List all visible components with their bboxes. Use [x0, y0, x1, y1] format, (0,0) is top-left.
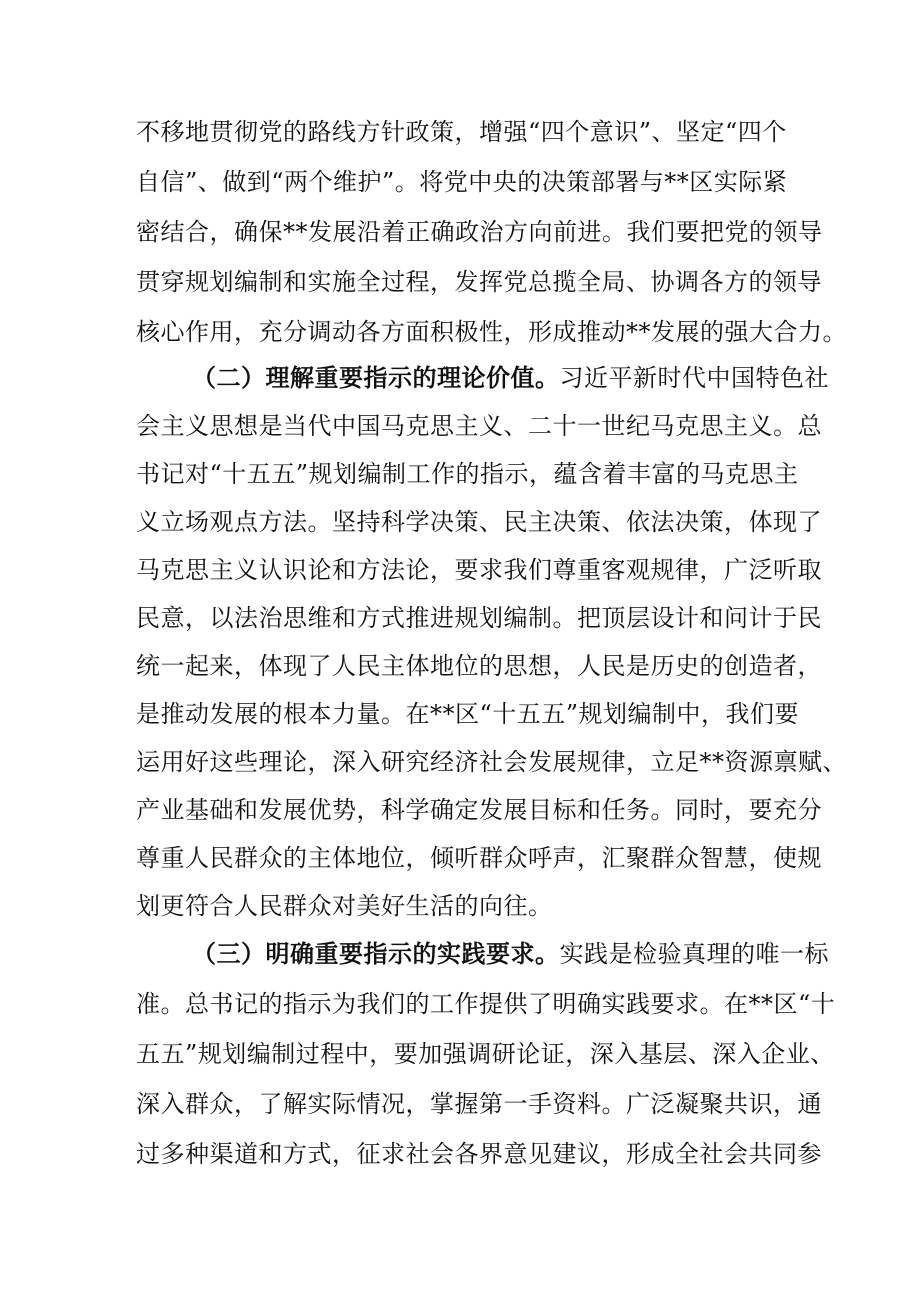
paragraph-3-line-3: 五五”规划编制过程中，要加强调研论证，深入基层、深入企业、	[136, 1040, 835, 1068]
paragraph-2-line-11: 尊重人民群众的主体地位，倾听群众呼声，汇聚群众智慧，使规	[136, 844, 822, 872]
paragraph-2-line-9: 运用好这些理论，深入研究经济社会发展规律，立足**资源禀赋、	[136, 748, 847, 776]
paragraph-2-line-3: 书记对“十五五”规划编制工作的指示，蕴含着丰富的马克思主	[136, 460, 799, 488]
paragraph-2-line-8: 是推动发展的根本力量。在**区“十五五”规划编制中，我们要	[136, 700, 800, 728]
paragraph-2-line-5: 马克思主义认识论和方法论，要求我们尊重客观规律，广泛听取	[136, 556, 822, 584]
paragraph-2-line-7: 统一起来，体现了人民主体地位的思想，人民是历史的创造者，	[136, 652, 822, 680]
paragraph-2-line-2: 会主义思想是当代中国马克思主义、二十一世纪马克思主义。总	[136, 412, 822, 440]
paragraph-2-line-12: 划更符合人民群众对美好生活的向往。	[136, 892, 553, 920]
paragraph-3-line-4: 深入群众，了解实际情况，掌握第一手资料。广泛凝聚共识，通	[136, 1090, 822, 1118]
paragraph-3-line-5: 过多种渠道和方式，征求社会各界意见建议，形成全社会共同参	[136, 1140, 822, 1168]
paragraph-3-line-2: 准。总书记的指示为我们的工作提供了明确实践要求。在**区“十	[136, 990, 836, 1018]
paragraph-2-line-6: 民意，以法治思维和方式推进规划编制。把顶层设计和问计于民	[136, 604, 822, 632]
paragraph-3-first-line	[192, 930, 829, 978]
paragraph-3-first-line-text: 实践是检验真理的唯一标	[559, 940, 829, 968]
paragraph-2-line-4: 义立场观点方法。坚持科学决策、民主决策、依法决策，体现了	[136, 508, 822, 536]
paragraph-1-line-4: 贯穿规划编制和实施全过程，发挥党总揽全局、协调各方的领导	[136, 268, 822, 296]
paragraph-1-line-1: 不移地贯彻党的路线方针政策，增强“四个意识”、坚定“四个	[136, 118, 787, 146]
paragraph-2-first-line	[192, 354, 829, 402]
paragraph-1-line-3: 密结合，确保**发展沿着正确政治方向前进。我们要把党的领导	[136, 218, 823, 246]
section-heading-2: （二）理解重要指示的理论价值。	[192, 363, 560, 392]
paragraph-2-line-10: 产业基础和发展优势，科学确定发展目标和任务。同时，要充分	[136, 796, 822, 824]
section-heading-3: （三）明确重要指示的实践要求。	[192, 939, 560, 968]
paragraph-1-line-5: 核心作用，充分调动各方面积极性，形成推动**发展的强大合力。	[136, 318, 847, 346]
paragraph-1-line-2: 自信”、做到“两个维护”。将党中央的决策部署与**区实际紧	[136, 168, 788, 196]
paragraph-2-first-line-text: 习近平新时代中国特色社	[559, 364, 829, 392]
